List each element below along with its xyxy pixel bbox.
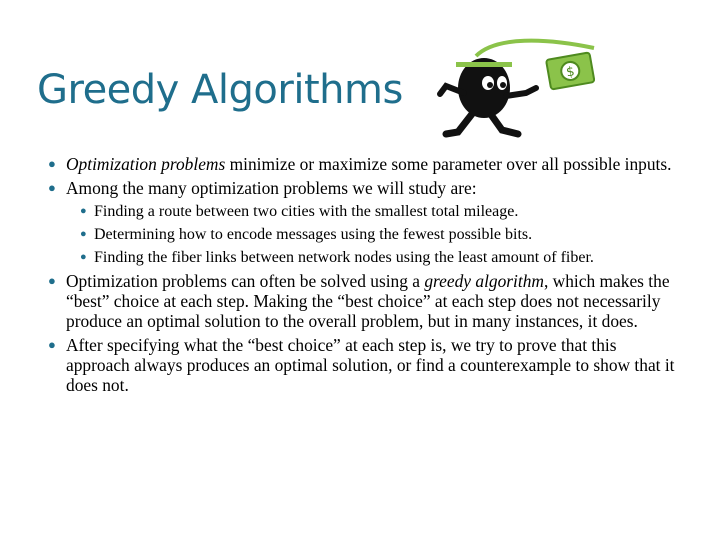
list-item (44, 271, 684, 331)
sub-bullet-icon: ● (80, 228, 87, 240)
bullet-text: Among the many optimization problems we will study are: (66, 178, 477, 198)
list-item (44, 335, 684, 395)
sub-list-item (44, 202, 684, 221)
bullet-icon: ● (48, 156, 56, 171)
list-item (44, 178, 684, 198)
bullet-list (44, 154, 684, 399)
bullet-text: After specifying what the “best choice” at each step is, we try to prove that this approach always produces an optimal solution, or find a counterexample to show that it does not. (66, 335, 675, 395)
sub-bullet-text: Determining how to encode messages using the fewest possible bits. (94, 226, 533, 243)
greedy-runner-chasing-money-icon (436, 38, 604, 148)
sub-bullet-icon: ● (80, 251, 87, 263)
bullet-text: minimize or maximize some parameter over all possible inputs. (225, 154, 672, 174)
bullet-emphasis: greedy algorithm (424, 271, 544, 291)
bullet-text: Optimization problems can often be solved using a (66, 271, 425, 291)
bullet-icon: ● (48, 180, 56, 195)
bullet-icon: ● (48, 273, 56, 288)
list-item (44, 154, 684, 174)
sub-bullet-text: Finding a route between two cities with the smallest total mileage. (94, 203, 519, 220)
bullet-icon: ● (48, 337, 56, 352)
sub-bullet-icon: ● (80, 205, 87, 217)
bullet-emphasis: Optimization problems (66, 154, 226, 174)
sub-list-item (44, 248, 684, 267)
slide-title: Greedy Algorithms (37, 67, 403, 113)
svg-text:$: $ (565, 64, 576, 81)
sub-list-item (44, 225, 684, 244)
sub-bullet-text: Finding the fiber links between network nodes using the least amount of fiber. (94, 249, 594, 266)
bullet-text: , which makes the “best” choice at each step. Making the “best choice” at each step does not necessarily produce an optimal solution to the overall problem, but in many instances, it does. (66, 271, 670, 331)
